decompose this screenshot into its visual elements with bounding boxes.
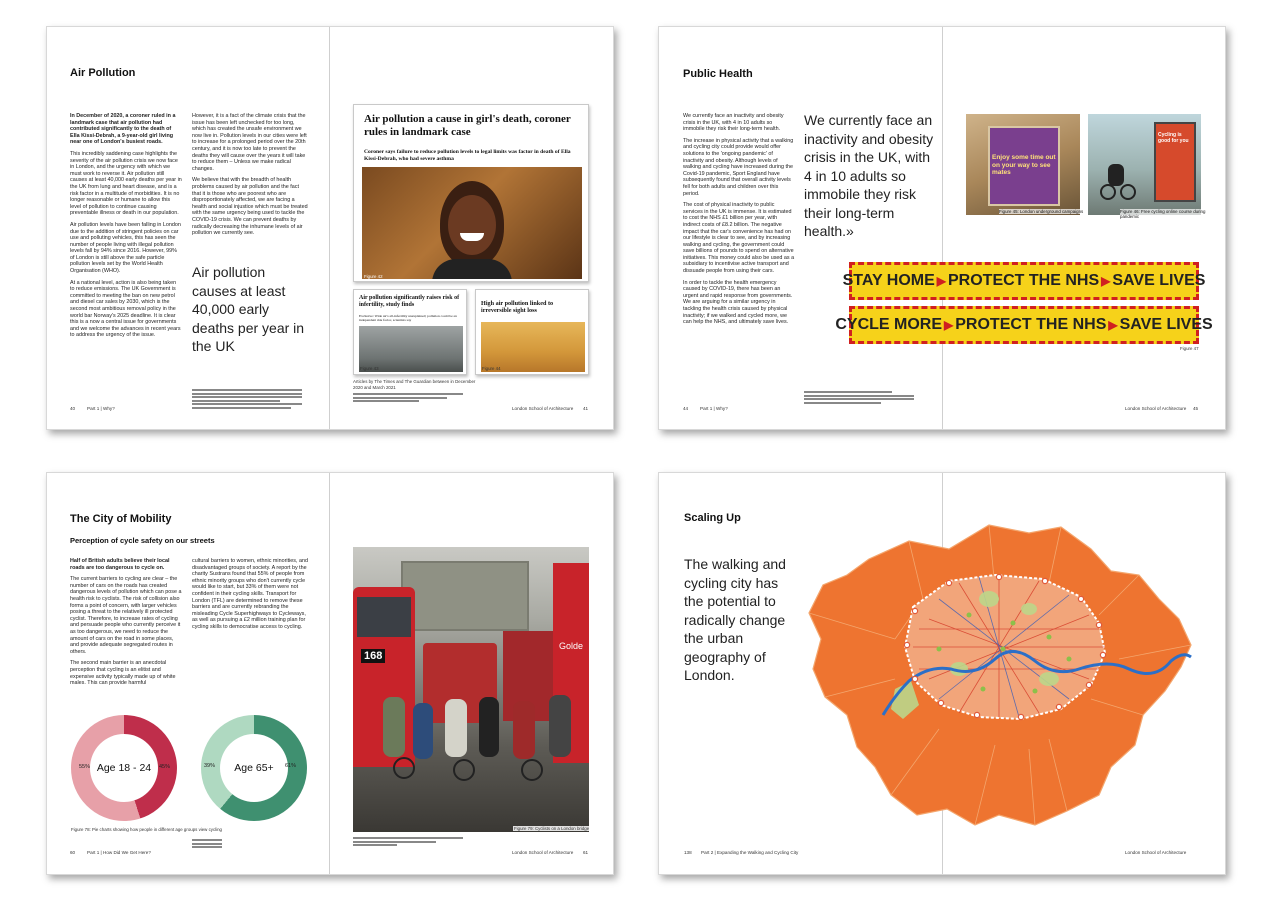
bus-destination-sign: Golde <box>559 641 584 651</box>
article-headline: Air pollution a cause in girl's death, coroner rules in landmark case <box>364 113 571 138</box>
figure-caption: Articles by The Times and The Guardian between in December 2020 and March 2021 <box>353 379 476 390</box>
figure-caption: Figure 42 <box>364 274 383 279</box>
body-paragraph: However, it is a fact of the climate crisis that the issue has been left unchecked for too long, which has created the unsafe environment we now live in. Pollution levels in our cities were left to increase for a prolonged period over the 20th century, and it is now too late to prevent the deaths they will cause over the years it will take to reduce them – Unless we make radical changes. <box>192 113 307 172</box>
text-column-left <box>70 558 182 692</box>
banner-stay-home <box>842 262 1206 300</box>
figure-caption: Figure 45: London underground campaigns <box>999 209 1084 214</box>
banner-cycle-more <box>835 306 1213 344</box>
page-title: Scaling Up <box>684 512 741 524</box>
text-column <box>683 113 795 331</box>
article-headline: Air pollution significantly raises risk of infertility, study finds <box>359 295 460 308</box>
donut-percent-right: 61% <box>285 763 297 769</box>
banner-phrase: PROTECT THE NHS <box>955 316 1107 333</box>
spread-scaling-up <box>658 472 1226 875</box>
pull-quote: We currently face an inactivity and obesity crisis in the UK, with 4 in 10 adults so immobile they risk their long-term health.» <box>804 112 934 239</box>
banner-phrase: SAVE LIVES <box>1112 272 1206 289</box>
pull-quote: The walking and cycling city has the potential to radically change the urban geography of London. <box>684 556 786 683</box>
text-column-left <box>70 113 182 344</box>
banner-phrase: SAVE LIVES <box>1119 316 1213 333</box>
page-number: 40 <box>70 406 76 411</box>
page-number: 61 <box>583 850 589 855</box>
figure-caption: Figure 43 <box>360 366 379 371</box>
footnotes-block <box>192 839 222 850</box>
article-standfirst: Exclusive: Wide air's all-infertility unexplained; pollution could be an independent risk factor, scientists say <box>359 314 457 323</box>
figure-caption: Figure 79: Cyclists on a London bridge <box>514 826 590 831</box>
page-number: 60 <box>70 850 76 855</box>
news-article-card <box>475 289 589 375</box>
body-paragraph: cultural barriers to women, ethnic minorities, and disadvantaged groups of society. A report by the charity Sustrans found that 55% of people from ethnic minority groups who don't currently cycle would like to start, but 33% of them were not confident in their cycling skills. Transport for London (TFL) are determined to remove these barriers and are currently rebranding the misleading Cycle Superhighways to Cycleways, as well as pursuing a £2 million training plan for cycling skills to democratise access to cycling. <box>192 558 308 630</box>
publisher-label: London School of Architecture <box>1125 850 1187 855</box>
lead-paragraph: Half of British adults believe their local roads are too dangerous to cycle on. <box>70 558 170 571</box>
page-title: Public Health <box>683 68 753 80</box>
spread-gutter <box>942 27 943 429</box>
page-number: 45 <box>1193 406 1199 411</box>
lead-paragraph: In December of 2020, a coroner ruled in a landmark case that air pollution had contributed significantly to the death of Ella Kissi-Debrah, a 9-year-old girl living near one of London's busiest roads. <box>70 113 176 146</box>
body-paragraph: The second main barrier is an anecdotal perception that cycling is an elitist and expensive activity typically made up of white males. This can provide harmful <box>70 660 176 687</box>
section-label: Part 1 | Why? <box>87 406 115 411</box>
figure-caption: Figure 78: Pie charts showing how people in different age groups view cycling <box>71 827 222 832</box>
ad-slogan: Enjoy some time out on your way to see mates <box>992 154 1056 176</box>
donut-label: Age 18 - 24 <box>96 762 152 774</box>
page-number: 41 <box>583 406 589 411</box>
body-paragraph: In order to tackle the health emergency caused by COVID-19, there has been an urgent and rapid response from governments. We are arguing for a similar urgency in tackling the health crisis caused by physical inactivity; if we walked and cycled more, we can help the NHS, and ultimately save lives. <box>683 279 793 326</box>
body-paragraph: The increase in physical activity that a walking and cycling city could provide would offer solutions to the 'ongoing pandemic' of inactivity and obesity. Although levels of walking and cycling have increased during the Covid-19 pandemic, Sport England have subsequently found that overall activity levels fell for both adults and children over this period. <box>683 137 794 197</box>
spread-gutter <box>329 27 330 429</box>
photo-cyclist-bus-stop <box>1088 114 1201 215</box>
pull-quote: Air pollution causes at least 40,000 early deaths per year in the UK <box>192 264 305 354</box>
page-subtitle: Perception of cycle safety on our streets <box>70 536 215 545</box>
donut-percent-left: 55% <box>79 764 91 770</box>
figure-caption: Figure 46: Free cycling online course during pandemic <box>1120 209 1225 219</box>
spread-public-health <box>658 26 1226 430</box>
news-article-card <box>353 289 467 375</box>
spread-gutter <box>329 473 330 874</box>
publisher-label: London School of Architecture <box>1125 406 1187 411</box>
article-headline: High air pollution linked to irreversible sight loss <box>481 300 554 315</box>
page-title: The City of Mobility <box>70 513 172 525</box>
page-number: 44 <box>683 406 689 411</box>
spread-air-pollution <box>46 26 614 430</box>
footnotes-block <box>804 391 914 405</box>
news-article-card <box>353 104 589 282</box>
photo-underground-ad <box>966 114 1080 215</box>
arrow-icon: ▶ <box>936 274 946 288</box>
arrow-icon: ▶ <box>944 318 954 332</box>
figure-caption: Figure 47 <box>1180 346 1199 351</box>
footnotes-block <box>192 389 302 411</box>
arrow-icon: ▶ <box>1108 318 1118 332</box>
donut-percent-left: 39% <box>204 763 216 769</box>
spread-city-of-mobility <box>46 472 614 875</box>
donut-percent-right: 45% <box>159 764 171 770</box>
banner-phrase: STAY HOME <box>842 272 935 289</box>
section-label: Part 2 | Expanding the Walking and Cycling City <box>701 850 799 855</box>
london-map <box>799 519 1209 833</box>
body-paragraph: The current barriers to cycling are clear – the number of cars on the roads has created dangerous levels of pollution which can pose a health risk to cyclists. The risk of collision also forms a point of concern, with larger vehicles posing a threat to the relatively ill protected cyclist. Therefore, to increase rates of cycling and persuade people who currently perceive it as too dangerous, we need to reduce the amount of cars on the road in some places, and provide adequate segregated routes in others. <box>70 576 182 655</box>
text-column-right <box>192 558 308 636</box>
section-label: Part 1 | Why? <box>700 406 728 411</box>
text-column-right <box>192 113 308 242</box>
body-paragraph: At a national level, action is also being taken to reduce emissions. The UK Government is committed to meeting the ban on new petrol and diesel car sales by 2030, which is the second most ambitious removal policy in the world bar Norway's 2025 deadline. It is clear this is a now a central issue for governments and we welcome the advances in recent years to address the urgency of the issue. <box>70 279 181 339</box>
publisher-label: London School of Architecture <box>512 850 574 855</box>
publisher-label: London School of Architecture <box>512 406 574 411</box>
article-standfirst: Coroner says failure to reduce pollution levels to legal limits was factor in death of Ella Kissi-Debrah, who had severe asthma <box>364 149 571 162</box>
figure-caption: Figure 44 <box>482 366 501 371</box>
footnotes-block <box>353 837 463 848</box>
body-paragraph: The cost of physical inactivity to public services in the UK is immense. It is estimated to cost the NHS £1 billion per year, with indirect costs of £8.2 billion. The negative impact that the car's convenience has had on our lifestyle is clear to see, and by increasing walking and cycling, the government could save billions of pounds to spend on alternative initiatives. This money could also be used as a subsidiary to incentivise active transport and dissuade people from using their cars. <box>683 202 795 275</box>
page-number: 138 <box>684 850 692 855</box>
banner-phrase: CYCLE MORE <box>835 316 943 333</box>
photo-yellow-haze <box>481 322 585 372</box>
banner-phrase: PROTECT THE NHS <box>948 272 1100 289</box>
section-label: Part 1 | How Did We Get Here? <box>87 850 151 855</box>
donut-label: Age 65+ <box>234 762 274 774</box>
arrow-icon: ▶ <box>1101 274 1111 288</box>
photo-cyclists-london-bridge <box>353 547 589 832</box>
ad-slogan: Cycling is good for you <box>1158 132 1189 144</box>
body-paragraph: This incredibly saddening case highlights the severity of the air pollution crisis we now face in London, and the urgency with which we must work to reverse it. Air pollution still causes at least 40,000 early deaths per year in the UK from lung and heart disease, and is a risk factor in a multitude of morbidities. It is no longer reasonable or humane to allow this level of pollution to continue causing preventable illness or death in our population. <box>70 150 182 217</box>
page-title: Air Pollution <box>70 67 136 79</box>
body-paragraph: We believe that with the breadth of health problems caused by air pollution and the fact that it is those who are poorest who are disproportionately affected, we are facing a health and social injustice which must be treated with the same urgency being used to tackle the COVID-19 crisis. We can prevent deaths by radically decreasing the inhumane levels of air pollution we currently see. <box>192 177 308 237</box>
body-paragraph: Air pollution levels have been falling in London due to the addition of stringent policies on car use and polluting vehicles, this has seen the number of people living with illegal pollution levels fall by 94% since 2016. However, 99% of London is still above the safe particle pollution levels set by the World Health Organisation (WHO). <box>70 221 181 275</box>
photo-girl-portrait <box>362 167 582 279</box>
footnotes-block <box>353 393 463 404</box>
body-paragraph: We currently face an inactivity and obesity crisis in the UK, with 4 in 10 adults so immobile they risk their long-term health. <box>683 113 784 133</box>
bus-route-sign: 168 <box>361 649 385 663</box>
